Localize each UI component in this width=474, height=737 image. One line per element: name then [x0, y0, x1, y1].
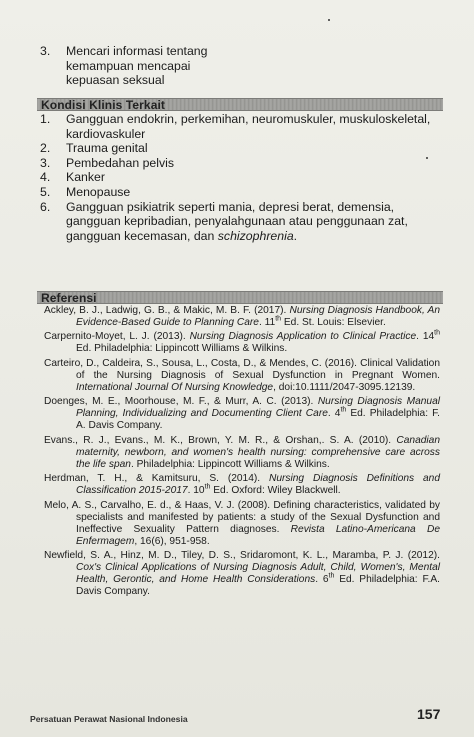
reference-text: Doenges, M. E., Moorhouse, M. F., & Murr, A. C. (2013).: [44, 396, 318, 408]
reference-title: Canadian maternity, newborn, and women's health nursing: comprehensive care across the life span: [76, 434, 440, 470]
list-item: [40, 141, 440, 156]
reference-text: Evans., R. J., Evans., M. K., Brown, Y. M. R., & Orshan,. S. A. (2010).: [44, 434, 397, 446]
reference-text: Newfield, S. A., Hinz, M. D., Tiley, D. S., Sridaromont, K. L., Maramba, P. J. (2012).: [44, 550, 440, 562]
list-item-text: Gangguan endokrin, perkemihan, neuromuskuler, muskuloskeletal, kardiovaskuler: [66, 112, 431, 141]
reference-entry: [44, 305, 440, 329]
reference-title: Cox's Clinical Applications of Nursing Diagnosis Adult, Child, Women's, Mental Health, Gerontic, and Home Health Considerations: [76, 562, 440, 586]
reference-text: Ed. Oxford: Wiley Blackwell.: [210, 485, 341, 497]
list-item-text: Pembedahan pelvis: [66, 155, 175, 170]
list-item-number: 4.: [40, 170, 51, 185]
list-item-text: Mencari informasi tentang kemampuan mencapai kepuasan seksual: [66, 44, 208, 88]
reference-text: . 10: [187, 485, 205, 497]
reference-title: Nursing Diagnosis Application to Clinical Practice: [189, 331, 417, 343]
reference-text: . 11: [258, 317, 276, 329]
reference-text: . 6: [315, 574, 329, 586]
reference-entry: [44, 473, 440, 497]
reference-title: Nursing Diagnosis Manual Planning, Individualizing and Documenting Client Care: [76, 396, 440, 420]
list-item-text-part: Gangguan psikiatrik seperti mania, depresi berat, demensia, gangguan kepribadian, penyalahgunaan atau penggunaan zat, gangguan kecemasan, dan: [66, 199, 408, 243]
list-item-number: 5.: [40, 184, 51, 199]
reference-superscript: th: [275, 315, 282, 323]
print-speck: [328, 19, 330, 21]
reference-superscript: th: [328, 572, 335, 580]
reference-text: Melo, A. S., Carvalho, E. d., & Haas, V. J. (2008). Defining characteristics, validated by specialists and manifested by patients: a study of the Sexual Dysfunction and Ineffective Sexuality Pattern diagnoses.: [44, 499, 440, 535]
list-item-number: 3.: [40, 155, 51, 170]
list-item-text: Kanker: [66, 170, 105, 185]
reference-text: , doi:10.1111/2047-3095.12139.: [273, 381, 416, 393]
list-item-text: Trauma genital: [66, 141, 148, 156]
reference-title: Revista Latino-Americana De Enfermagem: [76, 523, 440, 547]
reference-text: Carpernito-Moyet, L. J. (2013).: [44, 331, 190, 343]
section-header-references: [37, 291, 443, 304]
reference-entry: [44, 500, 440, 548]
list-item-text-italic: schizophrenia: [217, 228, 294, 243]
reference-text: Herdman, T. H., & Kamitsuru, S. (2014).: [44, 473, 269, 485]
reference-title: International Journal Of Nursing Knowledge: [76, 381, 274, 393]
reference-title: Nursing Diagnosis Definitions and Classification 2015-2017: [76, 473, 440, 497]
list-item-number: 1.: [40, 112, 51, 126]
list-item-number: 3.: [40, 44, 51, 58]
section-header-clinical-conditions: [37, 98, 443, 111]
clinical-conditions-list: [40, 112, 440, 243]
list-item-number: 2.: [40, 141, 51, 156]
list-item-number: 6.: [40, 199, 51, 214]
reference-text: Ed. St. Louis: Elsevier.: [281, 317, 386, 329]
reference-text: Ackley, B. J., Ladwig, G. B., & Makic, M. B. F. (2017).: [44, 305, 290, 316]
reference-text: , 16(6), 951-958.: [134, 535, 210, 547]
reference-superscript: th: [204, 483, 211, 491]
list-item: [40, 112, 440, 141]
reference-entry: [44, 550, 440, 598]
reference-text: . 14: [416, 331, 435, 343]
page-number: 157: [417, 706, 441, 722]
reference-title: Nursing Diagnosis Handbook, An Evidence-Based Guide to Planning Care: [76, 305, 440, 329]
section-title: Kondisi Klinis Terkait: [41, 98, 165, 112]
reference-text: . Philadelphia: Lippincott Williams & Wilkins.: [130, 458, 330, 470]
section-title: Referensi: [41, 291, 97, 305]
reference-entry: [44, 358, 440, 394]
references-list: [44, 305, 440, 601]
list-item: [40, 156, 440, 171]
list-item: [40, 200, 440, 244]
reference-superscript: th: [340, 406, 347, 414]
reference-entry: [44, 396, 440, 432]
continued-list: [40, 44, 440, 88]
list-item-text: Menopause: [66, 184, 131, 199]
list-item: [40, 170, 440, 185]
reference-text: Carteiro, D., Caldeira, S., Sousa, L., Costa, D., & Mendes, C. (2016). Clinical Validation of the Nursing Diagnosis of Sexual Dysfunction in Pregnant Women.: [44, 357, 440, 381]
reference-text: . 4: [327, 408, 341, 420]
reference-entry: [44, 331, 440, 355]
list-item: [40, 185, 440, 200]
reference-text: Ed. Philadelphia: F. A. Davis Company.: [76, 408, 441, 432]
list-item-text: [66, 200, 440, 244]
reference-text: Ed. Philadelphia: F.A. Davis Company.: [76, 574, 440, 598]
reference-text: Ed. Philadelphia: Lippincott Williams & Wilkins.: [76, 343, 288, 355]
reference-superscript: th: [434, 329, 440, 337]
footer-publisher: Persatuan Perawat Nasional Indonesia: [30, 714, 188, 724]
list-item-text-end: .: [293, 228, 298, 243]
reference-entry: [44, 435, 440, 471]
list-item: [40, 44, 440, 88]
print-speck: [426, 157, 428, 159]
